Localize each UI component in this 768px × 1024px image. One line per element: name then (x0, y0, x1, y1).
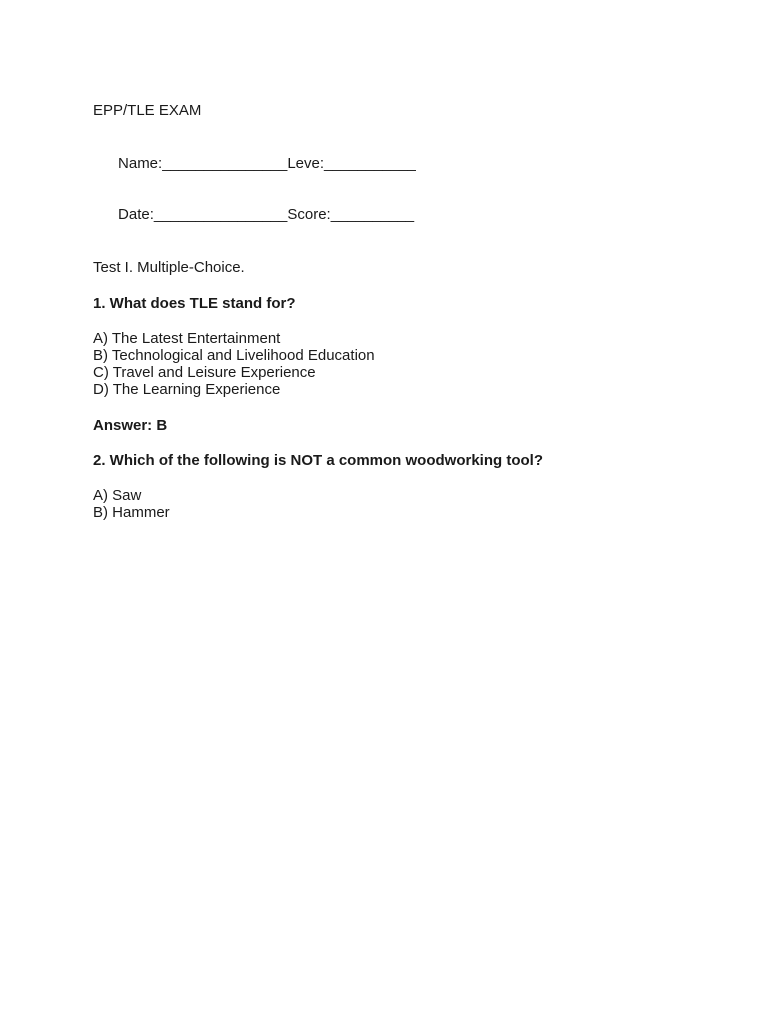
option-item: B) Technological and Livelihood Education (93, 347, 375, 364)
field-row-name-level (93, 138, 713, 189)
question-2: 2. Which of the following is NOT a common woodworking tool? (93, 452, 543, 469)
date-field: Date:________________ (118, 206, 288, 223)
exam-document (93, 102, 713, 540)
test-heading: Test I. Multiple-Choice. (93, 259, 245, 276)
question-1: 1. What does TLE stand for? (93, 295, 296, 312)
option-item: B) Hammer (93, 504, 170, 521)
option-item: A) Saw (93, 487, 142, 504)
option-item: A) The Latest Entertainment (93, 330, 281, 347)
student-info-fields (93, 138, 713, 240)
name-field: Name:_______________ (118, 155, 288, 172)
question-1-options (93, 330, 713, 398)
score-field: Score:__________ (287, 206, 415, 223)
question-1-answer: Answer: B (93, 417, 168, 434)
question-2-options (93, 487, 713, 521)
level-field: Leve:___________ (287, 155, 416, 172)
field-row-date-score (93, 189, 713, 240)
option-item: D) The Learning Experience (93, 381, 281, 398)
option-item: C) Travel and Leisure Experience (93, 364, 316, 381)
exam-title: EPP/TLE EXAM (93, 102, 202, 119)
